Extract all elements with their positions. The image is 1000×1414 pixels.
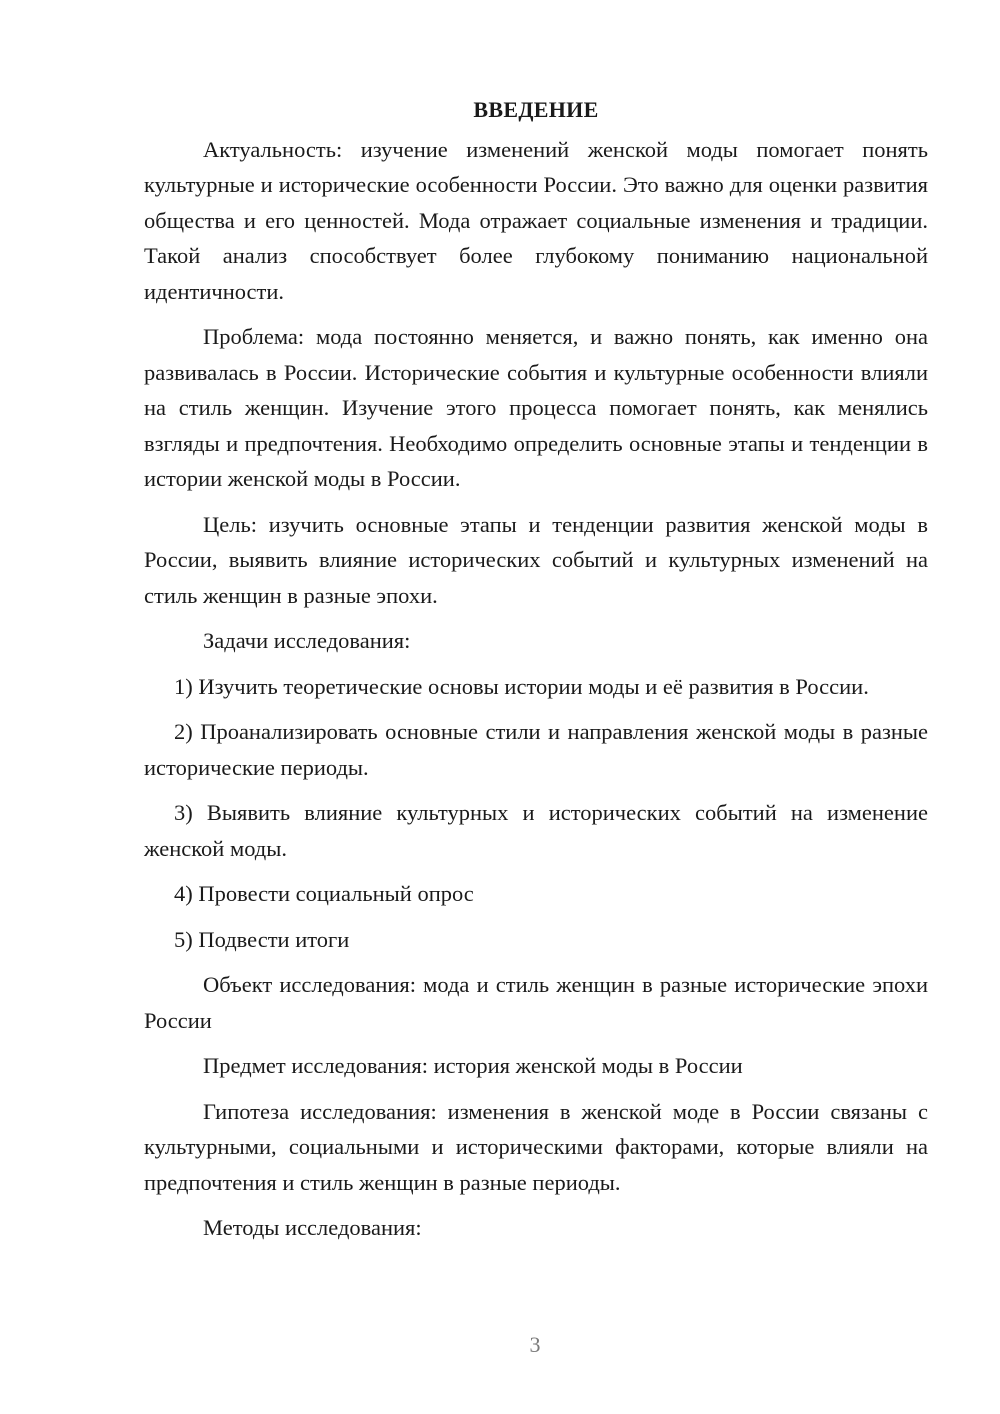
task-item: 2) Проанализировать основные стили и направления женской моды в разные исторические периоды.: [144, 719, 928, 780]
page-number: 3: [529, 1332, 541, 1357]
task-item: 1) Изучить теоретические основы истории моды и её развития в России.: [174, 673, 869, 699]
task-item: 3) Выявить влияние культурных и исторических событий на изменение женской моды.: [144, 800, 928, 861]
paragraph-methods: Методы исследования:: [203, 1215, 422, 1240]
paragraph-object: Объект исследования: мода и стиль женщин в разные исторические эпохи России: [144, 972, 928, 1033]
paragraph-tasks-heading: Задачи исследования:: [203, 628, 411, 653]
document-body: [144, 92, 928, 1256]
paragraph-goal: Цель: изучить основные этапы и тенденции развития женской моды в России, выявить влияние исторических событий и культурных изменений на стиль женщин в разные эпохи.: [144, 511, 928, 608]
paragraph-subject: Предмет исследования: история женской моды в России: [203, 1053, 743, 1078]
task-item: 5) Подвести итоги: [174, 926, 350, 952]
paragraph-hypothesis: Гипотеза исследования: изменения в женской моде в России связаны с культурными, социальными и историческими факторами, которые влияли на предпочтения и стиль женщин в разные периоды.: [144, 1098, 928, 1195]
paragraph-problem: Проблема: мода постоянно меняется, и важно понять, как именно она развивалась в России. Исторические события и культурные особенности влияли на стиль женщин. Изучение этого процесса помогает понять, как менялись взгляды и предпочтения. Необходимо определить основные этапы и тенденции в истории женской моды в России.: [144, 324, 928, 491]
task-item: 4) Провести социальный опрос: [174, 881, 474, 906]
paragraph-relevance: Актуальность: изучение изменений женской моды помогает понять культурные и исторические особенности России. Это важно для оценки развития общества и его ценностей. Мода отражает социальные изменения и традиции. Такой анализ способствует более глубокому пониманию национальной идентичности.: [144, 136, 928, 304]
section-title: ВВЕДЕНИЕ: [473, 97, 599, 122]
